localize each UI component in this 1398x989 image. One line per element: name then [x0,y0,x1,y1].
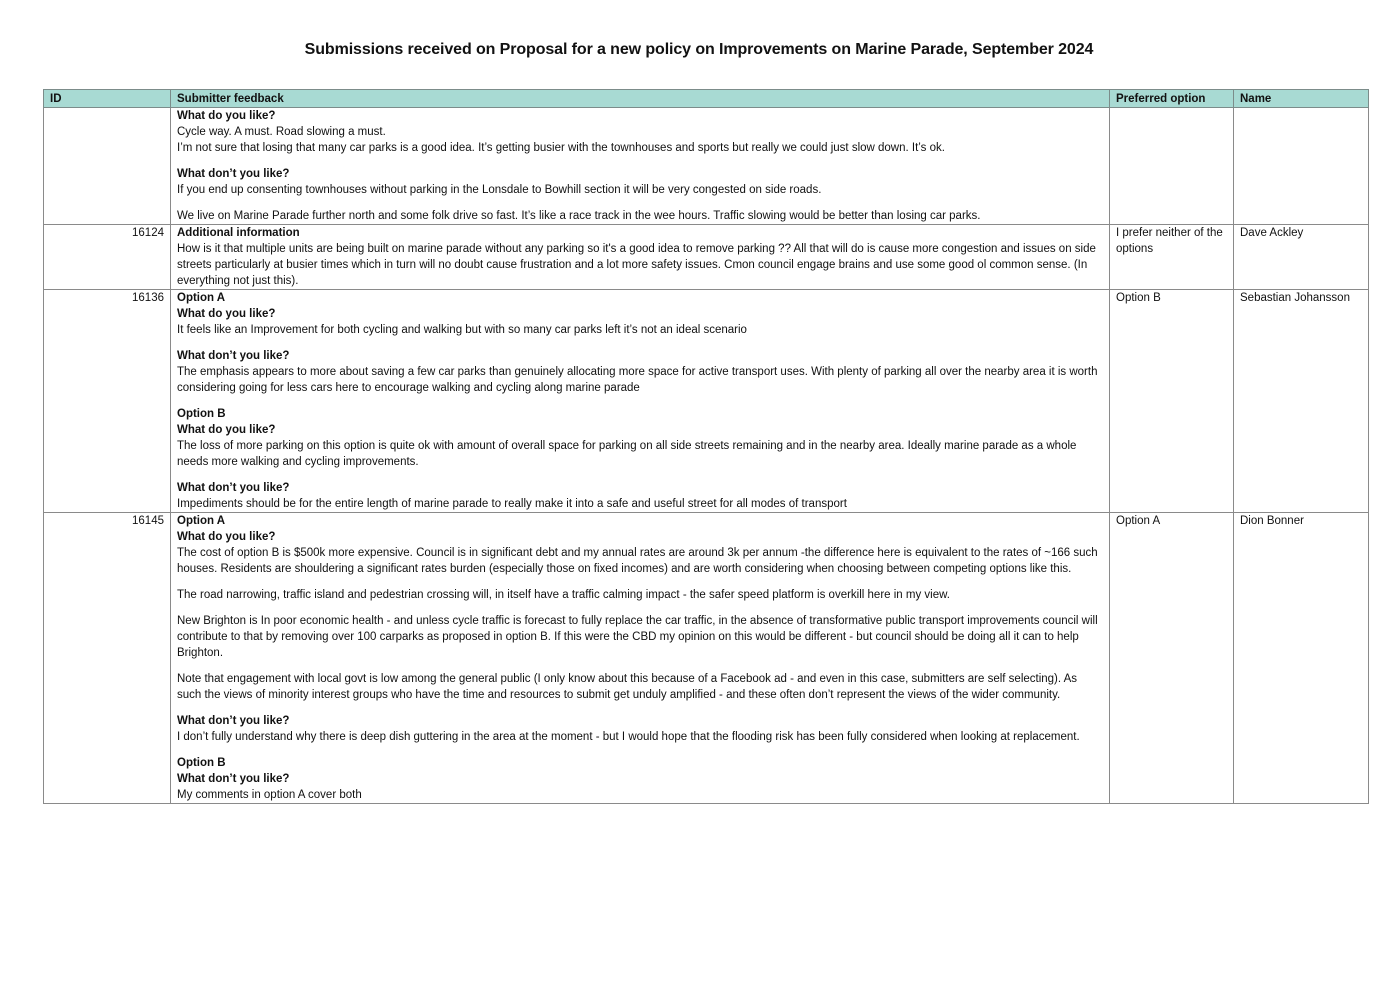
submitter-feedback-cell [171,290,1110,513]
feedback-heading: Option A [177,292,226,304]
feedback-heading: Additional information [177,227,300,239]
submitter-name: Dion Bonner [1234,513,1369,804]
feedback-text: The loss of more parking on this option is quite ok with amount of overall space for parking on all side streets remaining and in the nearby area. Ideally marine parade as a whole needs more walking and cycling improvements. [177,440,1077,468]
submitter-feedback-cell [171,108,1110,225]
feedback-text: My comments in option A cover both [177,789,362,801]
feedback-heading: Option B [177,408,226,420]
feedback-heading: What do you like? [177,110,276,122]
feedback-text: The cost of option B is $500k more expensive. Council is in significant debt and my annual rates are around 3k per annum -the difference here is equivalent to the rates of ~166 such houses. Residents are shouldering a significant rates burden (especially those on fixed incomes) and are worth considering when choosing between competing options like this. [177,547,1098,575]
feedback-text: Impediments should be for the entire length of marine parade to really make it into a safe and useful street for all modes of transport [177,498,847,510]
paragraph-gap [177,396,1103,406]
header-submitter-feedback: Submitter feedback [171,90,1110,108]
feedback-text: Cycle way. A must. Road slowing a must. [177,126,386,138]
preferred-option: Option B [1110,290,1234,513]
submitter-feedback-cell [171,513,1110,804]
paragraph-gap [177,470,1103,480]
feedback-text: I’m not sure that losing that many car parks is a good idea. It’s getting busier with the townhouses and sports but really we could just slow down. It’s ok. [177,142,945,154]
feedback-text: How is it that multiple units are being built on marine parade without any parking so it's a good idea to remove parking ?? All that will do is cause more congestion and issues on side streets particularly at busier times which in turn will no doubt cause frustration and a lot more safety issues. Cmon council engage brains and use some good ol common sense. (In everything not just this). [177,243,1096,287]
feedback-text: It feels like an Improvement for both cycling and walking but with so many car parks left it’s not an ideal scenario [177,324,747,336]
paragraph-gap [177,338,1103,348]
submitter-name: Dave Ackley [1234,225,1369,290]
feedback-text: We live on Marine Parade further north and some folk drive so fast. It’s like a race track in the wee hours. Traffic slowing would be better than losing car parks. [177,210,981,222]
page-title: Submissions received on Proposal for a new policy on Improvements on Marine Parade, September 2024 [304,41,1094,58]
submitter-name: Sebastian Johansson [1234,290,1369,513]
feedback-text: The emphasis appears to more about saving a few car parks than genuinely allocating more space for active transport uses. With plenty of parking all over the nearby area it is worth considering going for less cars here to encourage walking and cycling along marine parade [177,366,1098,394]
feedback-heading: What do you like? [177,531,276,543]
preferred-option: Option A [1110,513,1234,804]
paragraph-gap [177,156,1103,166]
table-header-row [44,90,1369,108]
feedback-text: New Brighton is In poor economic health - and unless cycle traffic is forecast to fully replace the car traffic, in the absence of transformative public transport improvements council will contribute to that by removing over 100 carparks as proposed in option B. If this were the CBD my opinion on this would be different - but council should be doing all it can to help Brighton. [177,615,1098,659]
feedback-heading: What do you like? [177,308,276,320]
submissions-table [43,89,1369,804]
feedback-heading: Option B [177,757,226,769]
paragraph-gap [177,661,1103,671]
paragraph-gap [177,703,1103,713]
paragraph-gap [177,603,1103,613]
submission-id: 16136 [44,290,171,513]
submitter-feedback-cell [171,225,1110,290]
paragraph-gap [177,745,1103,755]
paragraph-gap [177,577,1103,587]
header-name: Name [1234,90,1369,108]
feedback-heading: What don’t you like? [177,168,290,180]
feedback-text: I don’t fully understand why there is deep dish guttering in the area at the moment - but I would hope that the flooding risk has been fully considered when looking at replacement. [177,731,1080,743]
paragraph-gap [177,198,1103,208]
feedback-heading: What don’t you like? [177,715,290,727]
submission-id: 16124 [44,225,171,290]
table-row [44,225,1369,290]
feedback-heading: What don’t you like? [177,482,290,494]
preferred-option: I prefer neither of the options [1110,225,1234,290]
preferred-option [1110,108,1234,225]
header-preferred-option: Preferred option [1110,90,1234,108]
feedback-heading: What do you like? [177,424,276,436]
table-row [44,108,1369,225]
table-row [44,513,1369,804]
submission-id [44,108,171,225]
submitter-name [1234,108,1369,225]
feedback-text: If you end up consenting townhouses without parking in the Lonsdale to Bowhill section it will be very congested on side roads. [177,184,822,196]
feedback-text: Note that engagement with local govt is low among the general public (I only know about this because of a Facebook ad - and even in this case, submitters are self selecting). As such the views of minority interest groups who have the time and resources to submit get unduly amplified - and these often don’t represent the views of the wider community. [177,673,1078,701]
feedback-heading: What don’t you like? [177,773,290,785]
feedback-text: The road narrowing, traffic island and pedestrian crossing will, in itself have a traffic calming impact - the safer speed platform is overkill here in my view. [177,589,950,601]
feedback-heading: What don’t you like? [177,350,290,362]
table-row [44,290,1369,513]
feedback-heading: Option A [177,515,226,527]
submission-id: 16145 [44,513,171,804]
header-id: ID [44,90,171,108]
